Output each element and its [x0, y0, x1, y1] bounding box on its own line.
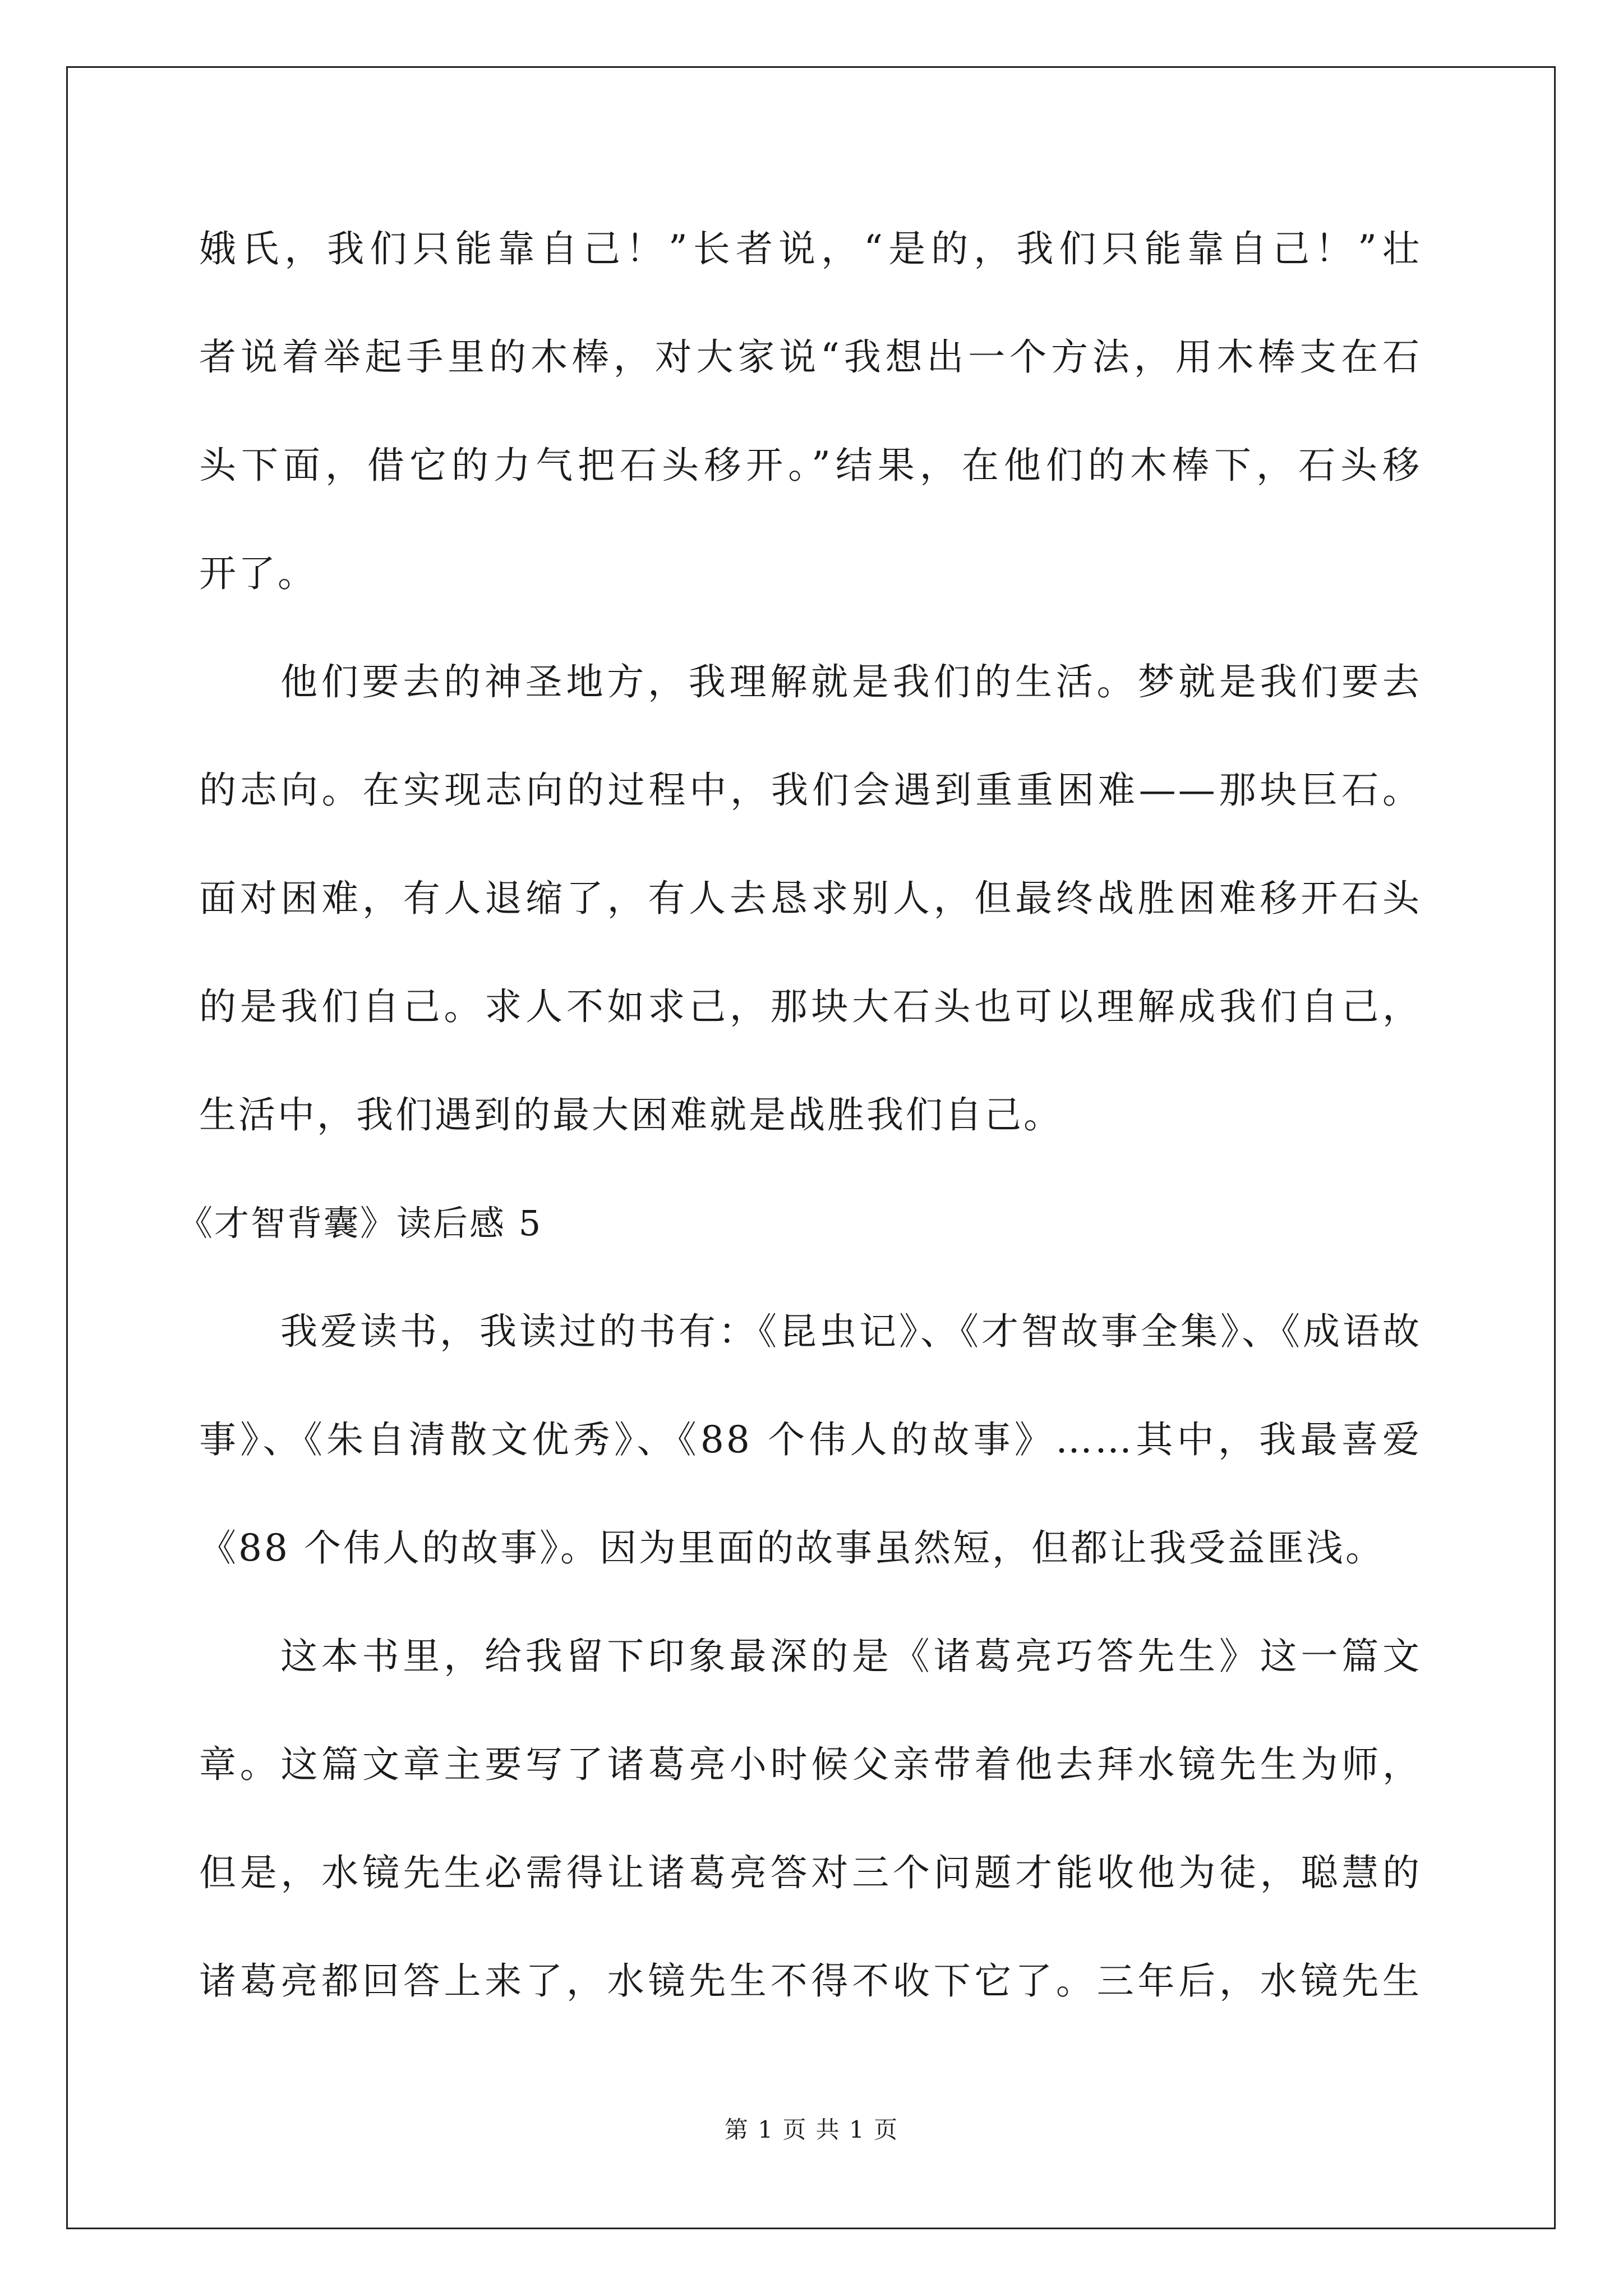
body-line: 诸葛亮都回答上来了，水镜先生不得不收下它了。三年后，水镜先生 [199, 1959, 1422, 2003]
body-line: 开了。 [199, 552, 317, 595]
body-line: 我爱读书，我读过的书有：《昆虫记》、《才智故事全集》、《成语故 [280, 1310, 1422, 1353]
body-line: 的是我们自己。求人不如求己，那块大石头也可以理解成我们自己， [199, 985, 1422, 1028]
body-line: 者说着举起手里的木棒，对大家说“我想出一个方法，用木棒支在石 [199, 335, 1422, 379]
body-line: 事》、《朱自清散文优秀》、《88 个伟人的故事》……其中，我最喜爱 [199, 1418, 1422, 1461]
body-line: 这本书里，给我留下印象最深的是《诸葛亮巧答先生》这一篇文 [280, 1635, 1422, 1678]
body-line: 他们要去的神圣地方，我理解就是我们的生活。梦就是我们要去 [280, 660, 1422, 703]
body-line: 生活中，我们遇到的最大困难就是战胜我们自己。 [199, 1093, 1063, 1137]
body-line: 面对困难，有人退缩了，有人去恳求别人，但最终战胜困难移开石头 [199, 877, 1422, 920]
page-footer: 第 1 页 共 1 页 [724, 2116, 899, 2143]
body-line: 但是，水镜先生必需得让诸葛亮答对三个问题才能收他为徒，聪慧的 [199, 1851, 1422, 1894]
body-line: 娥氏，我们只能靠自己！”长者说，“是的，我们只能靠自己！”壮 [199, 227, 1422, 270]
body-line: 《88 个伟人的故事》。因为里面的故事虽然短，但都让我受益匪浅。 [199, 1526, 1385, 1570]
body-line: 头下面，借它的力气把石头移开。”结果，在他们的木棒下，石头移 [199, 444, 1422, 487]
body-line: 章。这篇文章主要写了诸葛亮小时候父亲带着他去拜水镜先生为师， [199, 1743, 1422, 1786]
body-line: 的志向。在实现志向的过程中，我们会遇到重重困难——那块巨石。 [199, 769, 1422, 812]
section-heading: 《才智背囊》读后感 5 [178, 1203, 543, 1244]
document-body [178, 222, 1422, 2062]
